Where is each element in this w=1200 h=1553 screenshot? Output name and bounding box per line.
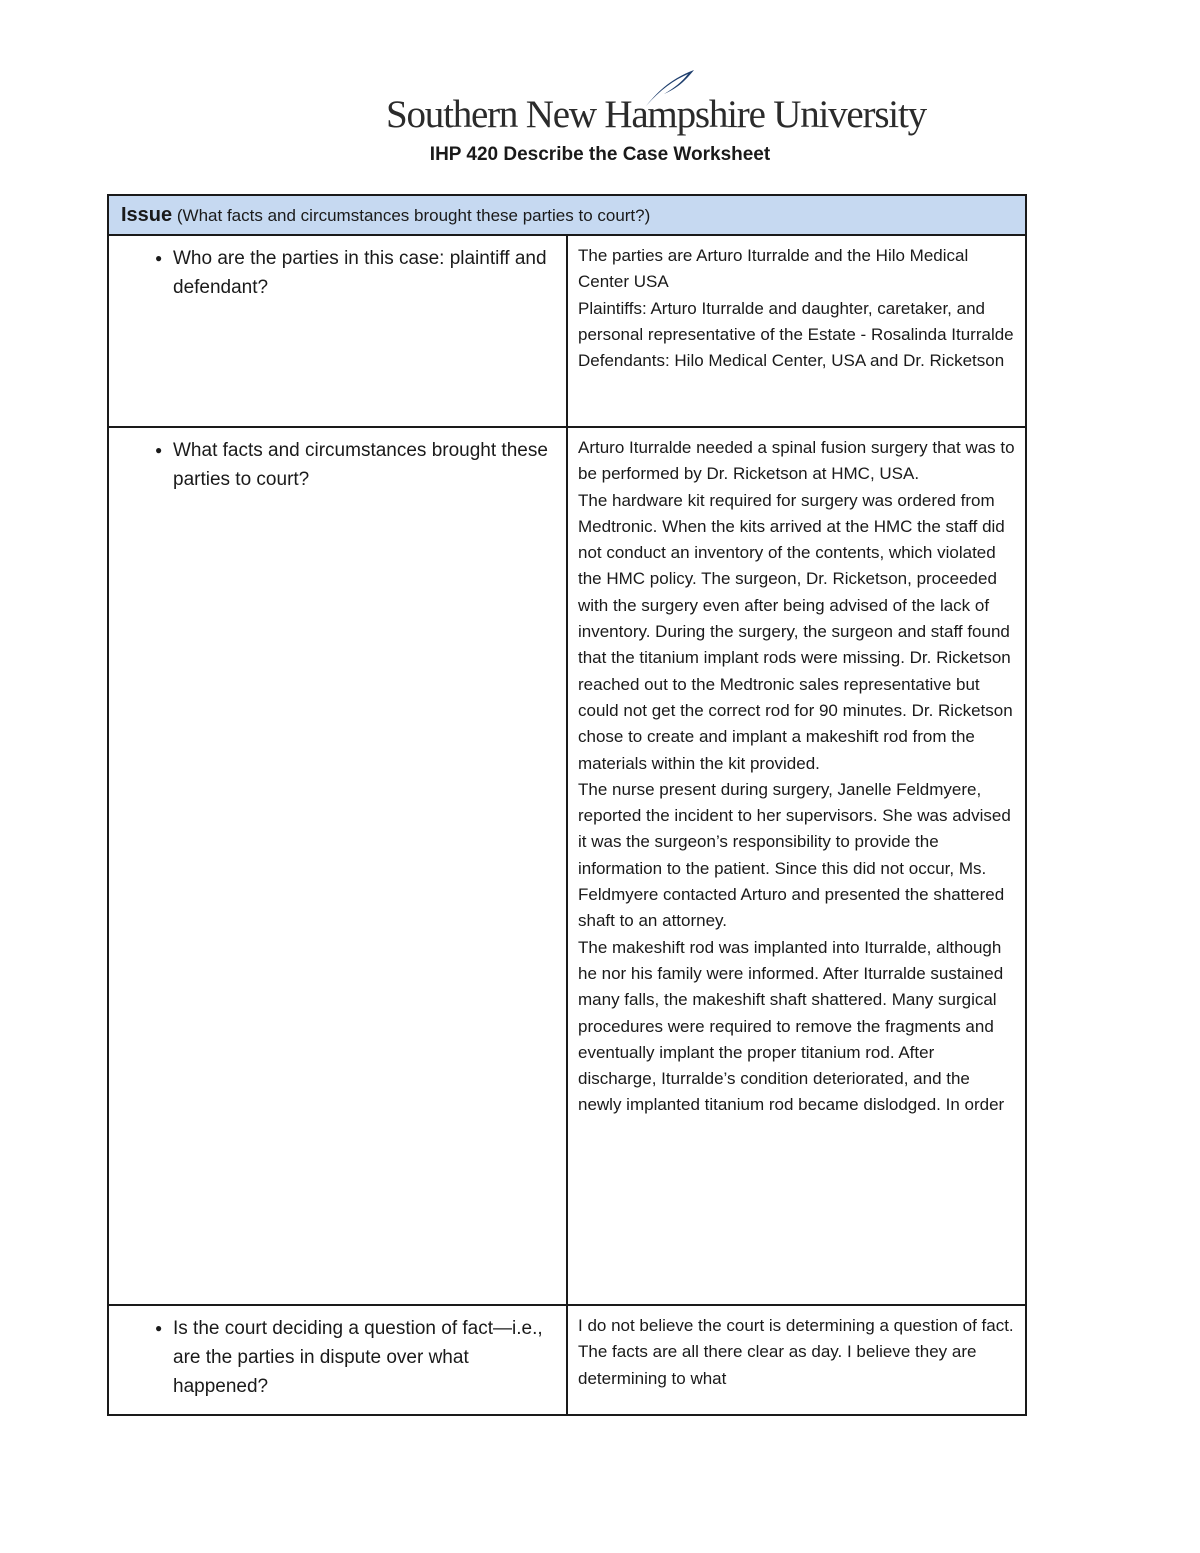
worksheet-title: IHP 420 Describe the Case Worksheet	[429, 144, 771, 165]
answer-paragraph: The parties are Arturo Iturralde and the Hilo Medical Center USA	[578, 246, 969, 292]
logo-wordmark: Southern New Hampshire University	[386, 93, 926, 136]
answer-paragraph: Plaintiffs: Arturo Iturralde and daughter, caretaker, and personal representative of the Estate - Rosalinda Iturralde	[578, 298, 1014, 344]
question-parties: Who are the parties in this case: plaintiff and defendant?	[173, 248, 547, 298]
question-facts: What facts and circumstances brought these parties to court?	[173, 440, 548, 490]
answer-paragraph: Arturo Iturralde needed a spinal fusion surgery that was to be performed by Dr. Ricketson at HMC, USA.	[578, 438, 1015, 484]
table-row	[108, 1305, 1026, 1415]
bullet-icon: ●	[155, 251, 163, 265]
case-worksheet-table	[107, 194, 1027, 1416]
question-of-fact: Is the court deciding a question of fact—i.e., are the parties in dispute over what happened?	[173, 1318, 543, 1397]
bullet-icon: ●	[155, 443, 163, 457]
answer-cell	[567, 235, 1026, 427]
issue-header	[108, 195, 1026, 235]
university-logo	[386, 68, 926, 136]
issue-label: Issue	[121, 204, 173, 226]
issue-prompt: (What facts and circumstances brought these parties to court?)	[176, 206, 651, 225]
answer-paragraph: The nurse present during surgery, Janelle Feldmyere, reported the incident to her supervisors. She was advised it was the surgeon’s responsibility to provide the information to the patient. Since this did not occur, Ms. Feldmyere contacted Arturo and presented the shattered shaft to an attorney.	[578, 779, 1011, 931]
answer-cell	[567, 427, 1026, 1305]
question-cell	[108, 235, 567, 427]
table-row	[108, 427, 1026, 1305]
table-row	[108, 235, 1026, 427]
question-cell	[108, 1305, 567, 1415]
bullet-icon: ●	[155, 1321, 163, 1335]
answer-paragraph: The hardware kit required for surgery was ordered from Medtronic. When the kits arrived at the HMC the staff did not conduct an inventory of the contents, which violated the HMC policy. The surgeon, Dr. Ricketson, proceeded with the surgery even after being advised of the lack of inventory. During the surgery, the surgeon and staff found that the titanium implant rods were missing. Dr. Ricketson reached out to the Medtronic sales representative but could not get the correct rod for 90 minutes. Dr. Ricketson chose to create and implant a makeshift rod from the materials within the kit provided.	[578, 490, 1013, 773]
answer-paragraph: I do not believe the court is determining a question of fact. The facts are all there clear as day. I believe they are determining to what	[578, 1316, 1014, 1388]
question-cell	[108, 427, 567, 1305]
answer-cell	[567, 1305, 1026, 1415]
answer-paragraph: The makeshift rod was implanted into Iturralde, although he nor his family were informed. After Iturralde sustained many falls, the makeshift shaft shattered. Many surgical procedures were required to remove the fragments and eventually implant the proper titanium rod. After discharge, Iturralde’s condition deteriorated, and the newly implanted titanium rod became dislodged. In order	[578, 937, 1005, 1115]
answer-paragraph: Defendants: Hilo Medical Center, USA and Dr. Ricketson	[578, 351, 1005, 371]
